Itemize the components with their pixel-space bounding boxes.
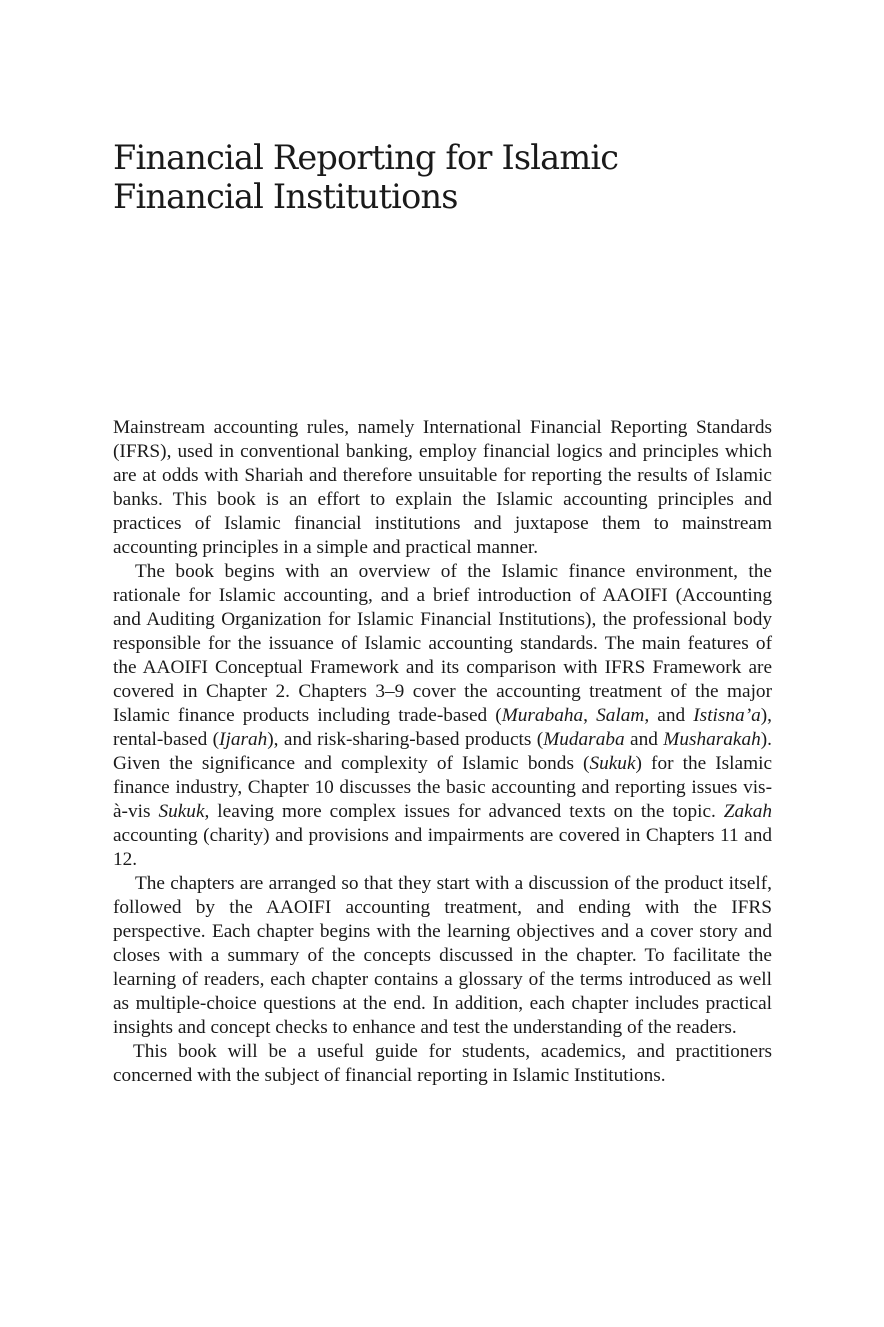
term-musharakah: Musharakah <box>663 729 761 750</box>
paragraph-3: The chapters are arranged so that they start with a discussion of the product itself, followed by the AAOIFI accounting treatment, and ending with the IFRS perspective. Each chapter begins with the learning objectives and a cover story and closes with a summary of the concepts discussed in the chapter. To facilitate the learning of readers, each chapter contains a glossary of the terms introduced as well as multiple-choice questions at the end. In addition, each chapter includes practical insights and concept checks to enhance and test the understanding of the readers. <box>113 873 772 1038</box>
paragraph-2-text: ), rental-based ( <box>113 705 772 750</box>
paragraph-2-text: ) for the Islamic finance industry, Chapter 10 discusses the basic accounting and reporting issues vis-à-vis <box>113 753 773 822</box>
term-murabaha: Murabaha <box>501 705 584 726</box>
paragraph-2 <box>113 560 772 872</box>
term-zakah: Zakah <box>723 801 772 822</box>
book-page <box>113 138 773 1086</box>
paragraph-2-text: , <box>583 705 597 726</box>
paragraph-2-text: , and <box>644 705 694 726</box>
term-mudaraba: Mudaraba <box>543 729 625 750</box>
term-sukuk: Sukuk <box>589 753 636 774</box>
paragraph-2-text: ), and risk-sharing-based products ( <box>267 729 544 750</box>
title-line-1: Financial Reporting for Islamic <box>113 138 619 177</box>
term-ijarah: Ijarah <box>219 729 268 750</box>
paragraph-2-text: ). Given the significance and complexity of Islamic bonds ( <box>113 729 773 774</box>
term-salam: Salam <box>596 705 645 726</box>
term-istisna: Istisna’a <box>693 705 761 726</box>
paragraph-2-text: , leaving more complex issues for advanced texts on the topic. <box>204 801 724 822</box>
paragraph-4: This book will be a useful guide for students, academics, and practitioners concerned with the subject of financial reporting in Islamic Institutions. <box>113 1041 772 1086</box>
paragraph-2-text: The book begins with an overview of the Islamic finance environment, the rationale for Islamic accounting, and a brief introduction of AAOIFI (Accounting and Auditing Organization for Islamic Financial Institutions), the professional body responsible for the issuance of Islamic accounting standards. The main features of the AAOIFI Conceptual Framework and its comparison with IFRS Framework are covered in Chapter 2. Chapters 3–9 cover the accounting treatment of the major Islamic finance products including trade-based ( <box>113 561 772 726</box>
page-title <box>113 138 772 216</box>
term-sukuk: Sukuk <box>158 801 205 822</box>
paragraph-2-text: and <box>624 729 664 750</box>
title-line-2: Financial Institutions <box>113 177 458 216</box>
paragraph-2-text: accounting (charity) and provisions and impairments are covered in Chapters 11 and 12. <box>113 825 772 870</box>
description-body <box>113 416 772 1088</box>
paragraph-1: Mainstream accounting rules, namely International Financial Reporting Standards (IFRS), used in conventional banking, employ financial logics and principles which are at odds with Shariah and therefore unsuitable for reporting the results of Islamic banks. This book is an effort to explain the Islamic accounting principles and practices of Islamic financial institutions and juxtapose them to mainstream accounting principles in a simple and practical manner. <box>113 417 772 558</box>
